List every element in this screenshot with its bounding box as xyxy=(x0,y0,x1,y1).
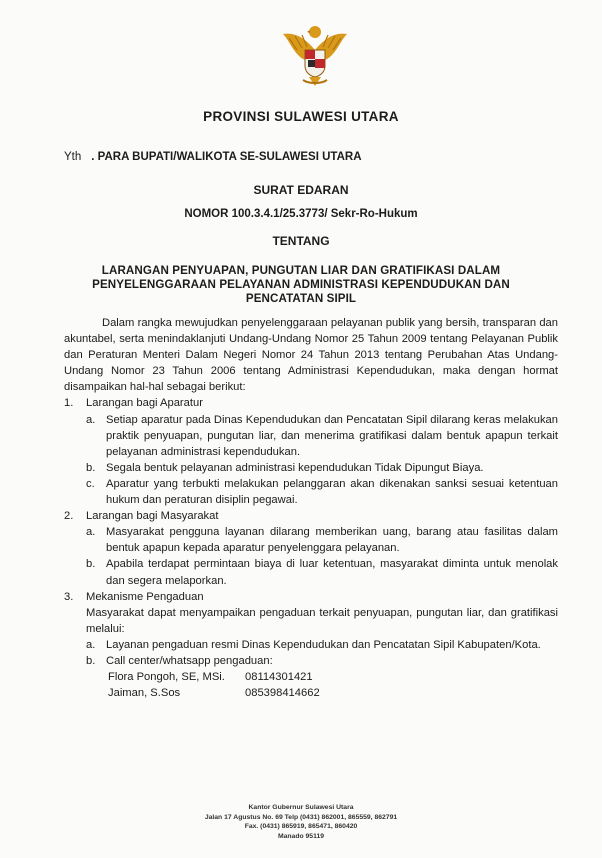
contact-name: Flora Pongoh, SE, MSi. xyxy=(108,671,225,684)
item-text: Layanan pengaduan resmi Dinas Kependudukan dan Pencatatan Sipil Kabupaten/Kota. xyxy=(106,638,541,651)
subject-line: LARANGAN PENYUAPAN, PUNGUTAN LIAR DAN GRATIFIKASI DALAM xyxy=(101,264,501,277)
item-letter: a. xyxy=(86,413,96,426)
contact-row xyxy=(108,669,558,685)
item-letter: b. xyxy=(86,654,96,667)
letter-body xyxy=(64,315,558,701)
footer-line: Manado 95119 xyxy=(277,832,325,840)
item-letter: c. xyxy=(86,477,95,490)
section-text: Masyarakat dapat menyampaikan pengaduan terkait penyuapan, pungutan liar, dan gratifikasi melalui: xyxy=(86,606,558,635)
list-item xyxy=(86,653,558,669)
item-text: Call center/whatsapp pengaduan: xyxy=(106,654,273,667)
intro-paragraph: Dalam rangka mewujudkan penyelenggaraan pelayanan publik yang bersih, transparan dan akuntabel, serta menindaklanjuti Undang-Undang Nomor 25 Tahun 2009 tentang Pelayanan Publik dan Peraturan Menteri Dalam Negeri Nomor 24 Tahun 2013 tentang Perubahan Atas Undang-Undang Nomor 23 Tahun 2006 tentang Administrasi Kependudukan, maka dengan hormat disampaikan hal-hal sebagai berikut: xyxy=(64,317,558,394)
list-item xyxy=(86,556,558,588)
section-title: Larangan bagi Aparatur xyxy=(86,397,203,410)
subject-line: PENYELENGGARAAN PELAYANAN ADMINISTRASI KEPENDUDUKAN DAN xyxy=(92,278,510,291)
recipient-line xyxy=(64,151,362,163)
footer-line: Kantor Gubernur Sulawesi Utara xyxy=(248,804,354,811)
document-type: SURAT EDARAN xyxy=(253,183,349,197)
section-masyarakat xyxy=(64,508,558,588)
contact-name: Jaiman, S.Sos xyxy=(108,687,181,700)
section-number: 1. xyxy=(64,397,74,410)
item-letter: b. xyxy=(86,558,96,571)
item-text: Segala bentuk pelayanan administrasi kependudukan Tidak Dipungut Biaya. xyxy=(106,461,484,474)
contact-phone: 08114301421 xyxy=(245,671,313,684)
section-number: 2. xyxy=(64,510,74,523)
section-number: 3. xyxy=(64,590,74,603)
province-heading: PROVINSI SULAWESI UTARA xyxy=(203,109,399,124)
section-pengaduan xyxy=(64,589,558,702)
list-item xyxy=(86,460,558,476)
subject-heading xyxy=(0,264,602,306)
item-text: Apabila terdapat permintaan biaya di luar ketentuan, masyarakat diminta untuk menolak dan segera melaporkan. xyxy=(106,558,558,587)
office-address-footer xyxy=(0,803,602,841)
section-heading xyxy=(64,395,558,411)
section-title: Larangan bagi Masyarakat xyxy=(86,510,219,523)
footer-line: Jalan 17 Agustus No. 69 Telp (0431) 862001, 865559, 862791 xyxy=(204,813,398,821)
subject-line: PENCATATAN SIPIL xyxy=(245,292,357,305)
list-item xyxy=(86,524,558,556)
item-text: Setiap aparatur pada Dinas Kependudukan dan Pencatatan Sipil dilarang keras melakukan praktik penyuapan, pungutan liar, dan menerima gratifikasi dalam bentuk apapun terkait pelayanan administrasi kependudukan. xyxy=(106,413,558,458)
section-aparatur xyxy=(64,395,558,508)
item-letter: b. xyxy=(86,461,96,474)
recipient-text: . PARA BUPATI/WALIKOTA SE-SULAWESI UTARA xyxy=(91,151,362,163)
list-item xyxy=(86,476,558,508)
contact-phone: 085398414662 xyxy=(245,687,320,700)
item-text: Masyarakat pengguna layanan dilarang memberikan uang, barang atau fasilitas dalam bentuk apapun kepada aparatur penyelenggara pelayanan. xyxy=(106,526,558,555)
section-title: Mekanisme Pengaduan xyxy=(86,590,204,603)
item-letter: a. xyxy=(86,526,96,539)
garuda-emblem-icon xyxy=(277,20,353,90)
item-text: Aparatur yang terbukti melakukan pelanggaran akan dikenakan sanksi sesuai ketentuan hukum dan peraturan disiplin pegawai. xyxy=(106,477,558,507)
section-heading xyxy=(64,589,558,605)
item-letter: a. xyxy=(86,638,96,651)
section-heading xyxy=(64,508,558,524)
footer-line: Fax. (0431) 865919, 865471, 860420 xyxy=(244,823,358,830)
list-item xyxy=(86,412,558,460)
list-item xyxy=(86,637,558,653)
document-number: NOMOR 100.3.4.1/25.3773/ Sekr-Ro-Hukum xyxy=(184,208,418,220)
yth-label: Yth xyxy=(64,151,82,163)
contact-row xyxy=(108,685,558,701)
tentang-label: TENTANG xyxy=(272,234,330,248)
